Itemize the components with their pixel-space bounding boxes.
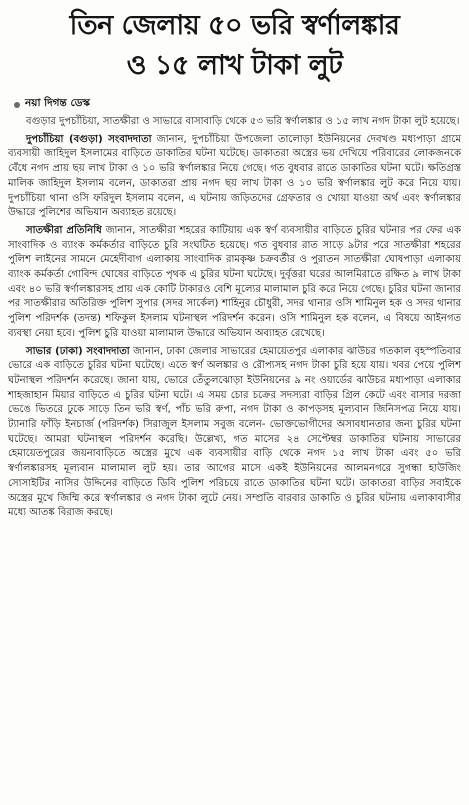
text-satkhira: জানান, সাতক্ষীরা শহরের কাটিয়ায় এক স্বর্ণ ব্যবসায়ীর বাড়িতে চুরির ঘটনার পর ফের এক সাংবাদিক ও ব্যাংক কর্মকর্তার বাড়িতে চুরি সংঘটিত হয়েছে। গত বুধবার রাত সাড়ে ৯টার পরে সাতক্ষীরা শহরের পুলিশ লাইনের সামনে মেহেদীবাগ এলাকায় সাংবাদিক রামকৃষ্ণ চক্রবর্তীর ও পুরাতন সাতক্ষীরা ঘোষপাড়া এলাকায় ব্যাংক কর্মকর্তা গোবিন্দ ঘোষের বাড়িতে পৃথক এ চুরির ঘটনা ঘটেছে। দুর্বৃত্তরা ঘরের আলমিরাতে রক্ষিত ৯ লাখ টাকা এবং ৪০ ভরি স্বর্ণালঙ্কারসহ প্রায় এক কোটি টাকারও বেশি মূল্যের মালামাল চুরি করে নিয়ে গেছে। চুরির ঘটনা জানার পর সাতক্ষীরার অতিরিক্ত পুলিশ সুপার (সদর সার্কেল) শাহিনুর চৌধুরী, সদর থানার ওসি শামিনুল হক ও সদর থানার পুলিশ পরিদর্শক (তদন্ত) শফিকুল ইসলাম ঘটনাস্থল পরিদর্শন করেন। ওসি শামিনুল হক বলেন, এ বিষয়ে আইনগত ব্যবস্থা নেয়া হবে। পুলিশ চুরি যাওয়া মালামাল উদ্ধারে অভিযান অব্যাহত রেখেছে। [8,224,461,339]
paragraph-dupchanchia [8,133,461,221]
bullet-icon [14,102,20,108]
paragraph-satkhira [8,224,461,342]
headline-line-1: তিন জেলায় ৫০ ভরি স্বর্ণালঙ্কার [69,10,400,41]
text-dupchanchia: জানান, দুপচাঁচিয়া উপজেলা তালোড়া ইউনিয়নের দেবখণ্ড মধ্যপাড়া গ্রামে ব্যবসায়ী জাহিদুল ইসলামের বাড়িতে ডাকাতির ঘটনা ঘটেছে। ডাকাতরা অস্ত্রের ভয় দেখিয়ে পরিবারের লোকজনকে বেঁধে নগদ প্রায় ছয় লাখ টাকা ও ১০ ভরি স্বর্ণালঙ্কার নিয়ে গেছে। গত বুধবার রাতে ডাকাতির ঘটনা ঘটে। ক্ষতিগ্রস্ত মালিক জাহিদুল ইসলাম বলেন, ডাকাতরা প্রায় নগদ ছয় লাখ টাকা ও ১০ ভরি স্বর্ণালঙ্কার লুট করে নিয়ে যায়। দুপচাঁচিয়া থানা ওসি ফরিদুল ইসলাম বলেন, এ ঘটনায় জড়িতদের গ্রেফতার ও খোয়া যাওয়া অর্থ এবং স্বর্ণালঙ্কার উদ্ধারে পুলিশের অভিযান অব্যাহত রয়েছে। [8,133,461,219]
dateline-savar: সাভার (ঢাকা) সংবাদদাতা [26,345,130,357]
intro-paragraph: বগুড়ার দুপচাঁচিয়া, সাতক্ষীরা ও সাভারে বাসাবাড়ি থেকে ৫৩ ভরি স্বর্ণালঙ্কার ও ১৫ লাখ নগদ টাকা লুট হয়েছে। [26,116,460,127]
text-savar: জানান, ঢাকা জেলার সাভারের হেমায়েতপুর এলাকার ঝাউচর গতকাল বৃহস্পতিবার ভোরে এক বাড়িতে চুরির ঘটনা ঘটেছে। এতে স্বর্ণ অলঙ্কার ও রৌপ্যসহ নগদ টাকা চুরি হয়ে যায়। খবর পেয়ে পুলিশ ঘটনাস্থল পরিদর্শন করেছে। জানা যায়, ভোরে তেঁতুলঝোড়া ইউনিয়নের ৯ নং ওয়ার্ডের ঝাউচর মধ্যপাড়া এলাকার শাহজাহান মিয়ার বাড়িতে এ চুরির ঘটনা ঘটে। এ সময় চোর চক্রের সদস্যরা বাড়ির গ্রিল কেটে এবং বাসার দরজা ভেঙে ভিতরে ঢুকে সাড়ে তিন ভরি স্বর্ণ, পাঁচ ভরি রুপা, নগদ টাকা ও কাপড়সহ মূল্যবান জিনিসপত্র নিয়ে যায়। ট্যানারি ফাঁড়ি ইনচার্জ (পরিদর্শক) সিরাজুল ইসলাম সবুজ বলেন- ভোক্তভোগীদের অসাবধানতার জন্য চুরির ঘটনা ঘটেছে। আমরা ঘটনাস্থল পরিদর্শন করেছি। উল্লেখ্য, গত মাসের ২৪ সেপ্টেম্বর ডাকাতির ঘটনায় সাভারের হেমায়েতপুরের জয়নাবাড়িতে অস্ত্রের মুখে এক ব্যবসায়ীর বাড়ি থেকে নগদ ১৫ লাখ টাকা এবং ৫০ ভরি স্বর্ণালঙ্কারসহ মূল্যবান মালামাল লুট হয়। তার আগের মাসে একই ইউনিয়নের আলমনগরে সুগন্ধা হাউজিং সোসাইটির নাসির উদ্দিনের বাড়িতে ডিবি পুলিশ পরিচয়ে রাতে ডাকাতির ঘটনা ঘটে। ডাকাতরা বাড়ির সবাইকে অস্ত্রের মুখে জিম্মি করে স্বর্ণালঙ্কার ও নগদ টাকা লুটে নেয়। সম্প্রতি বারবার ডাকাতি ও চুরির ঘটনায় এলাকাবাসীর মধ্যে আতঙ্ক বিরাজ করছে। [8,345,461,519]
dateline-dupchanchia: দুপচাঁচিয়া (বগুড়া) সংবাদদাতা [26,133,152,145]
paragraph-savar [8,345,461,521]
byline [14,96,461,113]
headline [8,6,461,86]
headline-line-2: ও ১৫ লাখ টাকা লুট [126,50,343,81]
byline-text: নয়া দিগন্ত ডেস্ক [25,97,90,109]
article-body [8,115,461,521]
dateline-satkhira: সাতক্ষীরা প্রতিনিধি [26,224,102,236]
